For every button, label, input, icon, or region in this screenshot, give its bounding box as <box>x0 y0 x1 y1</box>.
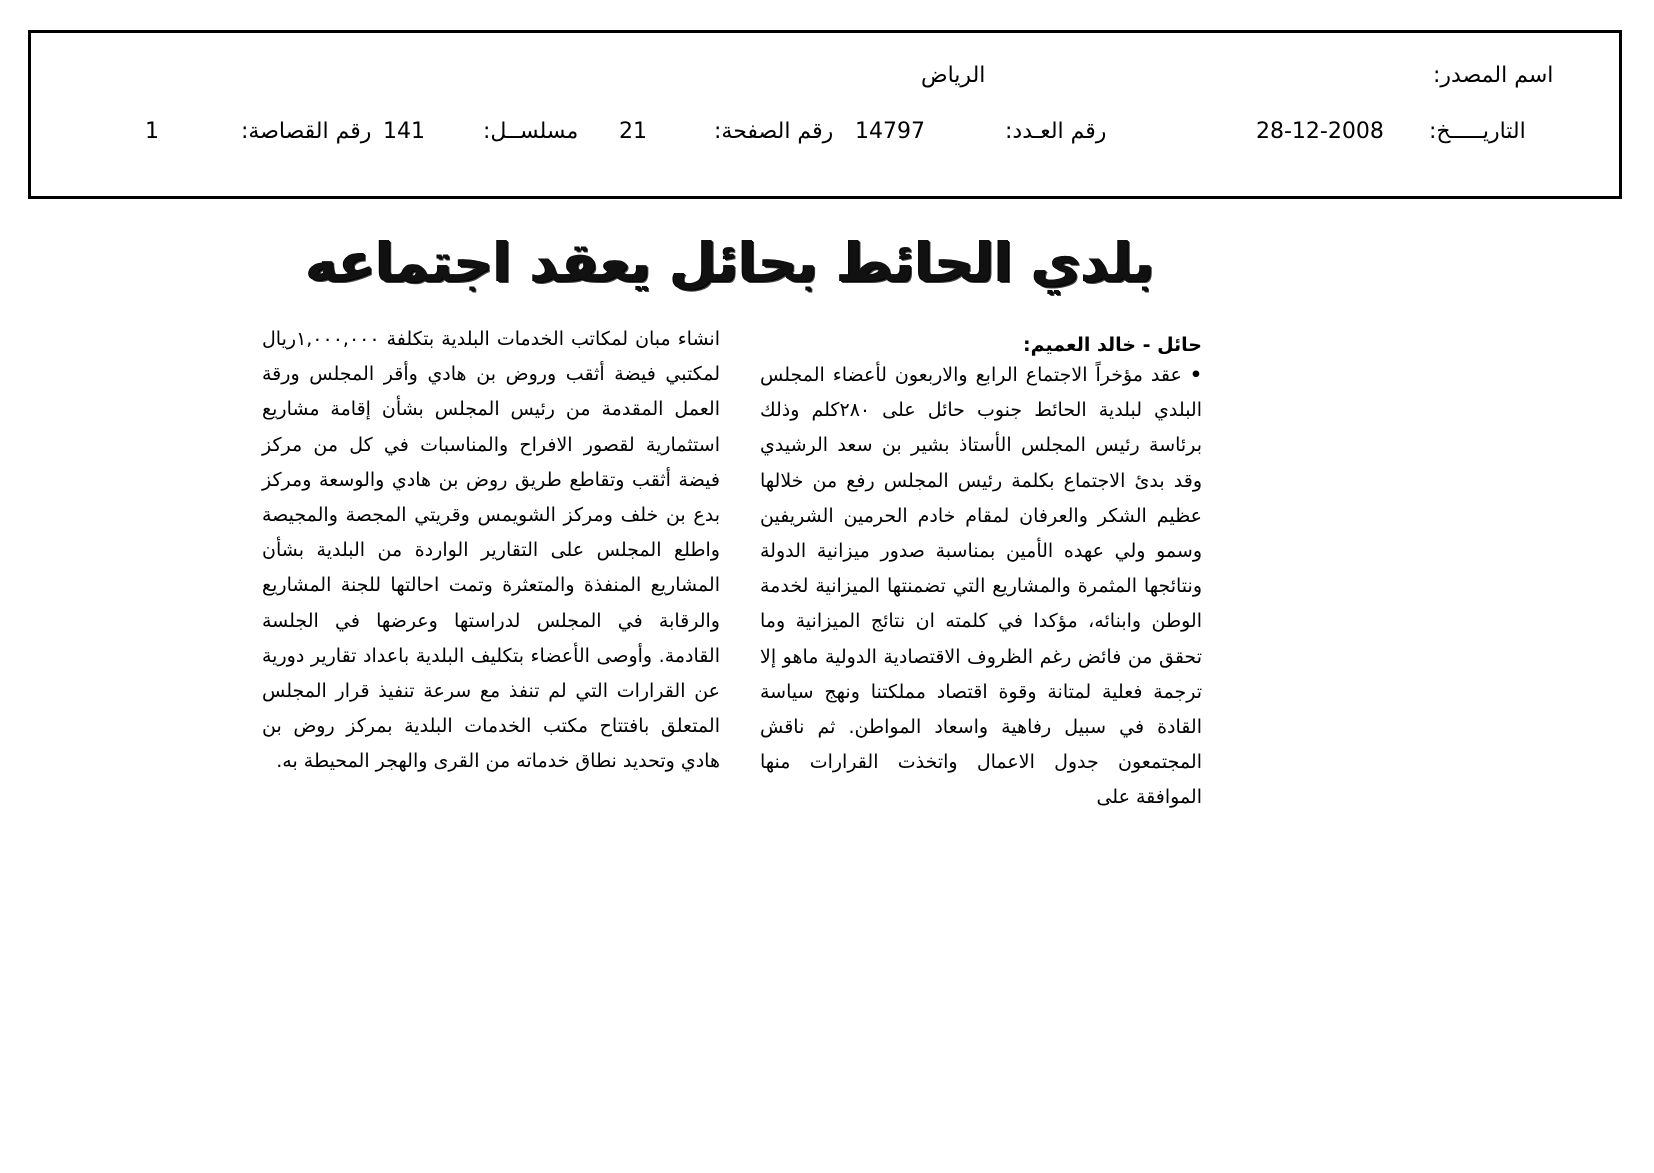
article-column-right <box>760 358 1202 816</box>
clipping-label: رقم القصاصة: <box>241 119 372 144</box>
article-column-left <box>262 322 720 780</box>
clipping-header-box <box>28 30 1622 199</box>
page-label: رقم الصفحة: <box>714 119 834 144</box>
article-byline: حائل - خالد العميم: <box>1023 334 1202 356</box>
issue-value: 14797 <box>855 119 925 144</box>
source-value: الرياض <box>921 63 986 88</box>
column-left-text: انشاء مبان لمكاتب الخدمات البلدية بتكلفة ١,٠٠٠,٠٠٠ريال لمكتبي فيضة أثقب وروض بن هادي وأقر المجلس ورقة العمل المقدمة من رئيس المجلس بشأن إقامة مشاريع استثمارية لقصور الافراح والمناسبات في كل من مركز فيضة أثقب وتقاطع طريق روض بن هادي والوسعة ومركز بدع بن خلف ومركز الشويمس وقريتي المجصة والمجيصة واطلع المجلس على التقارير الواردة من البلدية بشأن المشاريع المنفذة والمتعثرة وتمت احالتها للجنة المشاريع والرقابة في المجلس لدراستها وعرضها في الجلسة القادمة. وأوصى الأعضاء بتكليف البلدية باعداد تقارير دورية عن القرارات التي لم تنفذ مع سرعة تنفيذ قرار المجلس المتعلق بافتتاح مكتب الخدمات البلدية بمركز روض بن هادي وتحديد نطاق خدماته من القرى والهجر المحيطة به. <box>262 328 720 773</box>
source-label: اسم المصدر: <box>1433 63 1554 88</box>
serial-label: مسلســل: <box>483 119 579 144</box>
serial-value: 141 <box>383 119 425 144</box>
article-headline: بلدي الحائط بحائل يعقد اجتماعه <box>305 231 1155 294</box>
date-label: التاريـــــخ: <box>1429 119 1526 144</box>
issue-label: رقم العـدد: <box>1005 119 1107 144</box>
date-value: 28-12-2008 <box>1256 119 1384 144</box>
clipping-value: 1 <box>145 119 159 144</box>
page-value: 21 <box>619 119 647 144</box>
paragraph-bullet-icon: • <box>1189 364 1202 386</box>
column-right-text: عقد مؤخراً الاجتماع الرابع والاربعون لأعضاء المجلس البلدي لبلدية الحائط جنوب حائل على ٢٨٠كلم وذلك برئاسة رئيس المجلس الأستاذ بشير بن سعد الرشيدي وقد بدئ الاجتماع بكلمة رئيس المجلس رفع من خلالها عظيم الشكر والعرفان لمقام خادم الحرمين الشريفين وسمو ولي عهده الأمين بمناسبة صدور ميزانية الدولة ونتائجها المثمرة والمشاريع التي تضمنتها الميزانية لخدمة الوطن وابنائه، مؤكدا في كلمته ان نتائج الميزانية وما تحقق من فائض رغم الظروف الاقتصادية الدولية ماهو إلا ترجمة فعلية لمتانة وقوة اقتصاد مملكتنا ونهج سياسة القادة في سبيل رفاهية واسعاد المواطن. ثم ناقش المجتمعون جدول الاعمال واتخذت القرارات منها الموافقة على <box>760 364 1202 809</box>
